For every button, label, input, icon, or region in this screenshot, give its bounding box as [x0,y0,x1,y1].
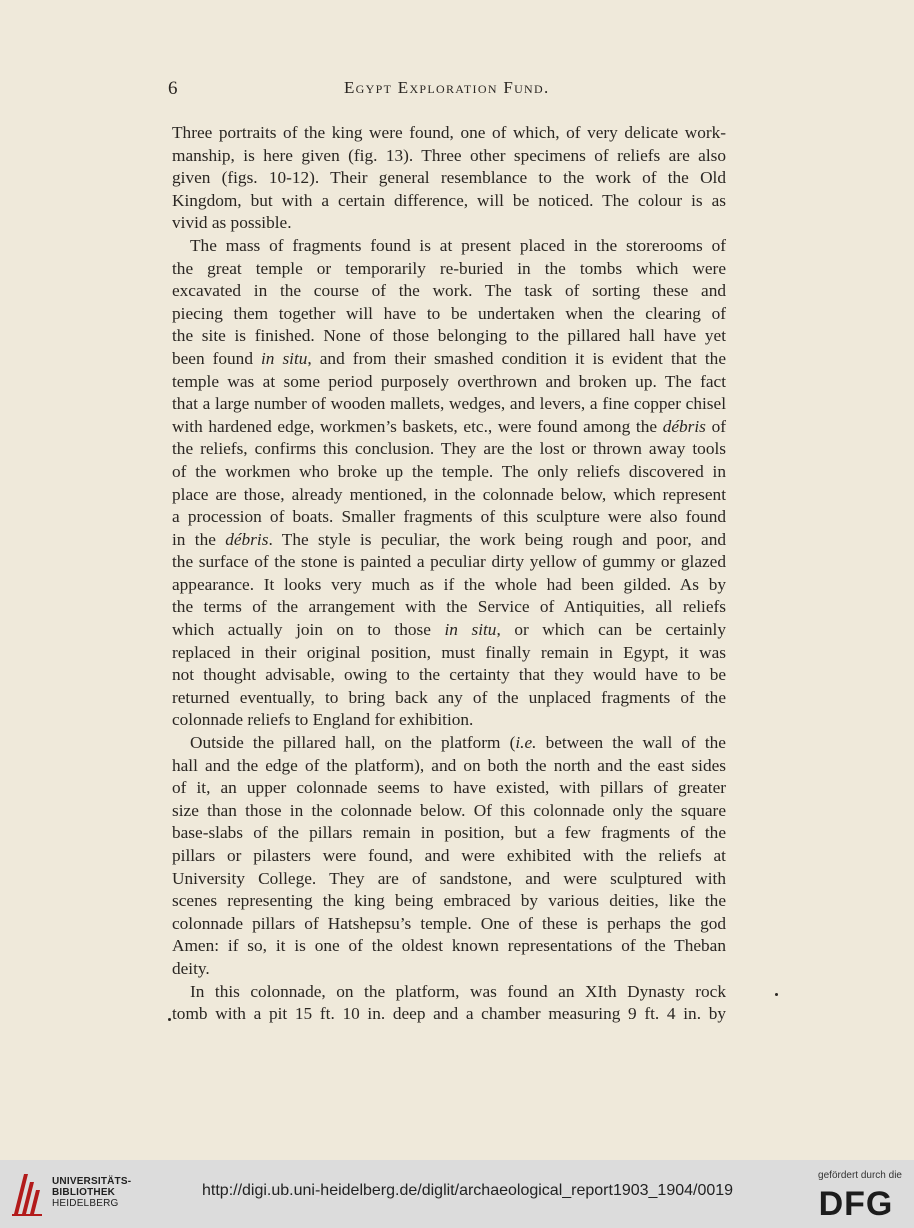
text-line: The mass of fragments found is at present placed in the storerooms of [190,235,726,255]
paragraph [172,235,726,732]
paragraph [172,122,726,235]
body-text [172,122,726,1026]
text-line: in the débris. The style is peculiar, the work being rough and poor, and [172,529,726,549]
text-line: In this colonnade, on the platform, was found an XIth Dynasty rock [190,981,726,1001]
text-line: given (figs. 10-12). Their general resemblance to the work of the Old [172,168,726,188]
text-line: the reliefs, confirms this conclusion. They are the lost or thrown away tools [172,439,726,459]
library-name-line: BIBLIOTHEK [52,1187,116,1198]
running-title: Egypt Exploration Fund. [344,78,550,97]
text-line: piecing them together will have to be undertaken when the clearing of [172,303,726,323]
text-line: deity. [172,958,210,978]
text-line: Three portraits of the king were found, one of which, of very delicate work- [172,123,726,142]
library-name-line: HEIDELBERG [52,1198,119,1209]
text-line: pillars or pilasters were found, and were exhibited with the reliefs at [172,846,726,865]
text-line: with hardened edge, workmen’s baskets, etc., were found among the débris of [172,416,726,436]
dfg-logo-icon [812,1185,900,1219]
text-line: manship, is here given (fig. 13). Three other specimens of reliefs are also [172,145,726,165]
university-library-logo-icon [10,1170,44,1218]
funded-by-label: gefördert durch die [818,1170,902,1181]
text-line: the terms of the arrangement with the Service of Antiquities, all reliefs [172,597,726,617]
scan-speck [168,1018,171,1021]
text-line: the great temple or temporarily re-buried in the tombs which were [172,258,726,278]
page-header [168,78,728,104]
text-line: tomb with a pit 15 ft. 10 in. deep and a chamber measuring 9 ft. 4 in. by [172,1004,726,1024]
text-line: size than those in the colonnade below. Of this colonnade only the square [172,800,726,820]
text-line: Outside the pillared hall, on the platform (i.e. between the wall of the [190,733,726,753]
text-line: of the workmen who broke up the temple. The only reliefs discovered in [172,461,726,481]
text-line: base-slabs of the pillars remain in position, but a few fragments of the [172,823,726,843]
paragraph [172,981,726,1026]
text-line: returned eventually, to bring back any of the unplaced fragments of the [172,687,726,707]
text-line: replaced in their original position, must finally remain in Egypt, it was [172,642,726,662]
text-line: vivid as possible. [172,213,292,233]
text-line: of it, an upper colonnade seems to have existed, with pillars of greater [172,778,726,798]
dfg-logo-text: DFG [818,1185,894,1219]
text-line: not thought advisable, owing to the certainty that they would have to be [172,665,726,685]
text-line: excavated in the course of the work. The task of sorting these and [172,281,726,301]
text-line: hall and the edge of the platform), and on both the north and the east sides [172,755,726,775]
text-line: been found in situ, and from their smashed condition it is evident that the [172,348,726,368]
text-line: Kingdom, but with a certain difference, will be noticed. The colour is as [172,190,726,210]
text-line: Amen: if so, it is one of the oldest known representations of the Theban [172,936,726,956]
paragraph [172,732,726,981]
page-number: 6 [168,78,178,99]
text-line: that a large number of wooden mallets, wedges, and levers, a fine copper chisel [172,394,726,414]
text-line: University College. They are of sandstone, and were sculptured with [172,868,726,888]
text-line: the site is finished. None of those belonging to the pillared hall have yet [172,326,726,346]
text-line: which actually join on to those in situ, or which can be certainly [172,620,726,640]
text-line: a procession of boats. Smaller fragments of this sculpture were also found [172,507,726,527]
text-line: colonnade reliefs to England for exhibition. [172,710,474,730]
text-line: scenes representing the king being embraced by various deities, like the [172,891,726,911]
text-line: colonnade pillars of Hatshepsu’s temple. One of these is perhaps the god [172,913,726,933]
text-line: temple was at some period purposely overthrown and broken up. The fact [172,371,726,391]
scan-speck [775,993,778,996]
text-line: appearance. It looks very much as if the whole had been gilded. As by [172,574,726,594]
library-name [52,1176,131,1209]
library-name-line: UNIVERSITÄTS- [52,1176,132,1187]
text-line: the surface of the stone is painted a peculiar dirty yellow of gummy or glazed [172,552,726,572]
permalink-url[interactable]: http://digi.ub.uni-heidelberg.de/diglit/archaeological_report1903_1904/0019 [202,1182,734,1199]
viewer-footer [0,1160,914,1228]
text-line: place are those, already mentioned, in the colonnade below, which represent [172,484,726,504]
